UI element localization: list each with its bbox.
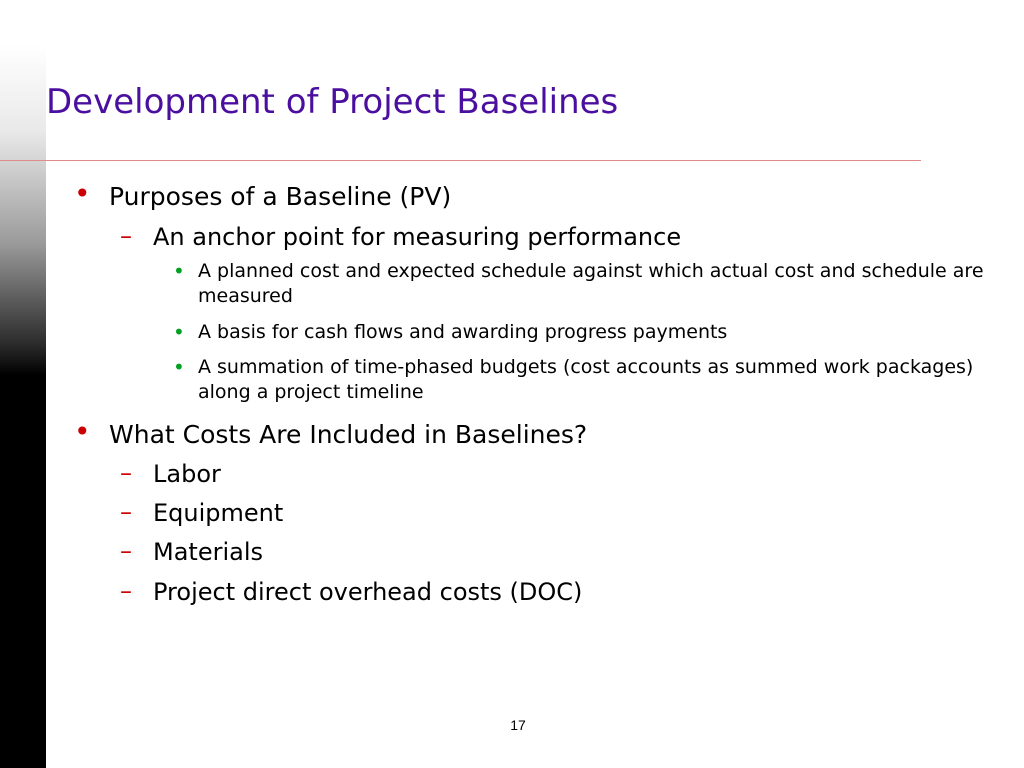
bullet-dot-icon: •: [173, 320, 185, 344]
dash-icon: –: [120, 498, 132, 526]
title-divider: [0, 160, 921, 161]
dash-icon: –: [120, 459, 132, 487]
sub-bullet-text: Equipment: [153, 499, 284, 527]
side-gradient-bar: [0, 0, 46, 375]
bullet-text: What Costs Are Included in Baselines?: [109, 420, 588, 449]
sub-sub-bullet-text: A summation of time-phased budgets (cost accounts as summed work packages) along a project timeline: [198, 356, 974, 403]
sub-sub-bullet-text: A basis for cash flows and awarding progress payments: [198, 321, 728, 343]
slide-title: Development of Project Baselines: [46, 82, 619, 122]
bullet-dot-icon: •: [173, 355, 185, 379]
sub-bullet-text: Labor: [153, 460, 221, 488]
sub-sub-bullet-text: A planned cost and expected schedule against which actual cost and schedule are measured: [198, 260, 984, 307]
dash-icon: –: [120, 537, 132, 565]
bullet-dot-icon: •: [74, 177, 91, 210]
dash-icon: –: [120, 577, 132, 605]
bullet-dot-icon: •: [74, 415, 91, 448]
sub-bullet-text: Project direct overhead costs (DOC): [153, 578, 583, 606]
sub-bullet-text: An anchor point for measuring performance: [153, 223, 682, 251]
page-number: 17: [510, 717, 526, 733]
side-black-bar: [0, 375, 46, 768]
dash-icon: –: [120, 222, 132, 250]
sub-bullet-text: Materials: [153, 538, 264, 566]
bullet-dot-icon: •: [173, 259, 185, 283]
bullet-text: Purposes of a Baseline (PV): [109, 182, 452, 211]
